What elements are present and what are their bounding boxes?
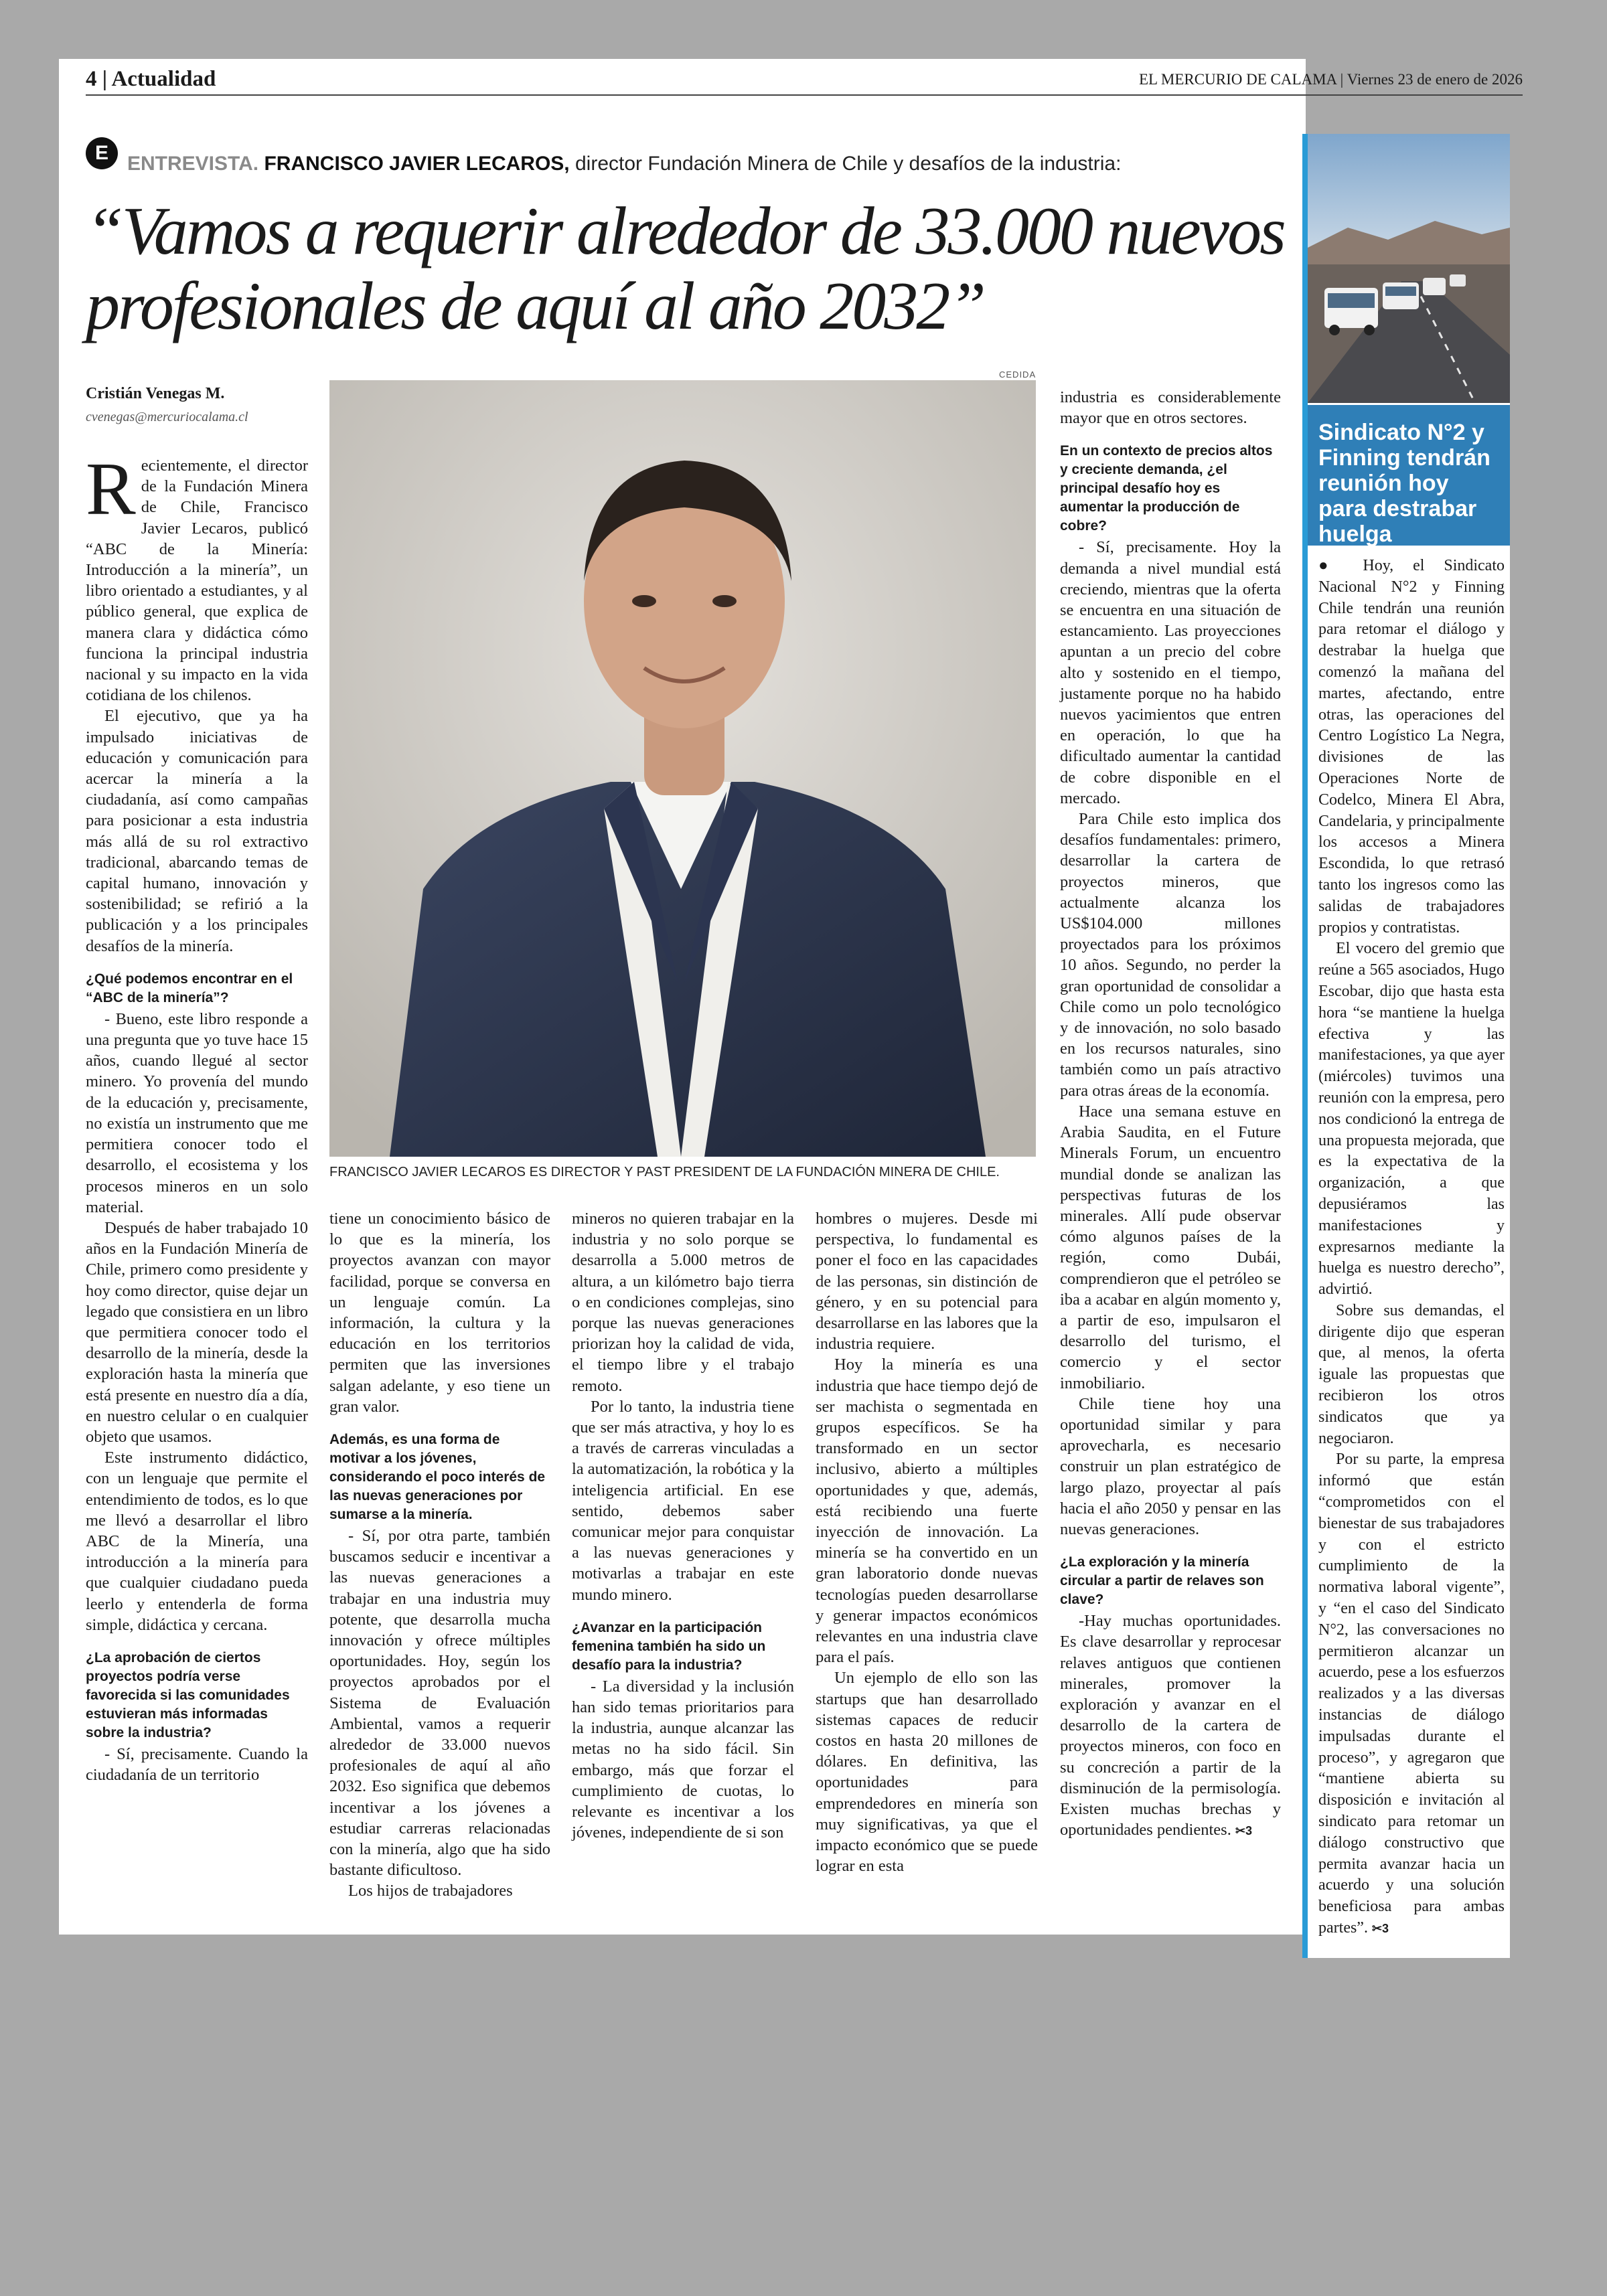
byline-email: cvenegas@mercuriocalama.cl [86,410,248,424]
interview-question: ¿Avanzar en la participación femenina también ha sido un desafío para la industria? [572,1619,766,1673]
paragraph [1060,1611,1281,1841]
paragraph: - La diversidad y la inclusión han sido temas prioritarios para la industria, aunque alcanzar las metas no ha sido fácil. Sin embargo, más que forzar el cumplimiento de cuotas, lo relevante es incentivar a los jóvenes, independiente de si son [572,1677,794,1842]
interview-question: ¿Qué podemos encontrar en el “ABC de la minería”? [86,971,293,1005]
page-header [86,67,1523,94]
kicker-name: FRANCISCO JAVIER LECAROS, [264,153,570,175]
paragraph: Después de haber trabajado 10 años en la Fundación Minería de Chile, primero como presidente y hoy como director, quise dejar un legado que consistiera en un libro que permitiera conocer todo el desarrollo de la minería, desde la exploración hasta la minería que está presente en nuestro día a día, en nuestro celular o en cualquier objeto que usamos. [86,1218,308,1446]
paragraph: - Sí, precisamente. Hoy la demanda a nivel mundial está creciendo, mientras que la oferta se encuentra en una situación de estancamiento. Las proyecciones apuntan a un precio del cobre alto y sostenido en el tiempo, justamente porque no ha habido nuevos yacimientos que entren en operación, lo que ha dificultado aumentar la cantidad de cobre disponible en el mercado. [1060,538,1281,807]
photo-credit: CEDIDA [999,370,1037,380]
paragraph: Este instrumento didáctico, con un lenguaje que permite el entendimiento de todos, es lo que me llevó a desarrollar el libro ABC de la Minería, una introducción a la minería para que cualquier ciudadano pueda leerlo y entenderla de forma simple, didáctica y cercana. [86,1449,308,1634]
bullet-icon: ● [1318,557,1344,574]
paragraph: - Sí, por otra parte, también buscamos seducir e incentivar a las nuevas generaciones a trabajar en una industria muy potente, que desarrolla mucha innovación y ofrece múltiples oportunidades. Hoy, según los proyectos aprobados por el Sistema de Evaluación Ambiental, vamos a requerir alrededor de 33.000 nuevos profesionales de aquí al año 2032. Eso significa que debemos incentivar a los jóvenes a estudiar carreras relacionadas con la minería, algo que ha sido bastante dificultoso. [329,1527,550,1880]
paragraph: Chile tiene hoy una oportunidad similar y para aprovecharla, es necesario construir un plan estratégico de largo plazo, proyectar al país hacia el año 2050 y pensar en las nuevas generaciones. [1060,1394,1281,1538]
paragraph: El vocero del gremio que reúne a 565 asociados, Hugo Escobar, dijo que hasta esta hora “se mantiene la huelga efectiva y las manifestaciones, ya que ayer (miércoles) tuvimos una reunión con la empresa, pero nos condicionó la entrega de una propuesta mejorada, que es la expectativa de la organización, a que depusiéramos las manifestaciones y expresarnos mediante la huelga es nuestro derecho”, advirtió. [1318,940,1505,1299]
issue-date: Viernes 23 de enero de 2026 [1347,71,1523,88]
interview-question: ¿La exploración y la minería circular a partir de relaves son clave? [1060,1554,1264,1608]
paragraph: tiene un conocimiento básico de lo que es la minería, los proyectos avanzan con mayor facilidad, porque se conversa en un lenguaje común. La información, la cultura y la educación en los territorios permiten que las inversiones salgan adelante, y eso tiene un gran valor. [329,1210,550,1416]
portrait-photo [329,380,1036,1157]
header-rule [86,94,1523,96]
kicker [127,153,1121,175]
newspaper-name: EL MERCURIO DE CALAMA [1138,71,1336,88]
paragraph: hombres o mujeres. Desde mi perspectiva, lo fundamental es poner el foco en las capacidades de las personas, sin distinción de género, y en su potencial para desarrollarse en las labores que la industria requiere. [816,1210,1038,1354]
paragraph: Para Chile esto implica dos desafíos fundamentales: primero, desarrollar la cartera de proyectos mineros, que actualmente alcanza los US$104.000 millones proyectados para los próximos 10 años. Segundo, no perder la gran oportunidad de consolidar a Chile como un polo tecnológico y de innovación, no solo basado en los recursos naturales, sino también como un país atractivo para otras áreas de la economía. [1060,810,1281,1100]
section-name: Actualidad [111,67,216,91]
sidebar-story [1302,134,1510,1958]
masthead: EL MERCURIO DE CALAMA | Viernes 23 de enero de 2026 [1138,71,1523,88]
paragraph-text: -Hay muchas oportunidades. Es clave desarrollar y reprocesar relaves antiguos que contienen minerales, promover la exploración y avanzar en el desarrollo de la cartera de proyectos mineros, con foco en su concreción a partir de la disminución de la permisología. Existen muchas brechas y oportunidades pendientes. [1060,1612,1281,1839]
paragraph [1318,1449,1505,1939]
paragraph: Sobre sus demandas, el dirigente dijo que esperan que, al menos, la oferta iguale las propuestas que recibieron los otros sindicatos que ya negociaron. [1318,1301,1505,1447]
interview-question: En un contexto de precios altos y creciente demanda, ¿el principal desafío hoy es aumentar la producción de cobre? [1060,443,1273,534]
headline: “Vamos a requerir alrededor de 33.000 nuevos profesionales de aquí al año 2032” [86,193,1284,344]
article-column-4 [816,1208,1038,1877]
paragraph: El ejecutivo, que ya ha impulsado iniciativas de educación y comunicación para acercar la minería a la ciudadanía, así como campañas para posicionar a esta industria más allá de su rol extractivo tradicional, abarcando temas de capital humano, innovación y sostenibilidad; se refirió a la publicación y a los principales desafíos de la minería. [86,707,308,955]
paragraph: Por lo tanto, la industria tiene que ser más atractiva, y hoy lo es a través de carreras vinculadas a la automatización, la robótica y la inteligencia artificial. En ese sentido, debemos saber comunicar mejor para conquistar a las nuevas generaciones y motivarlas a trabajar en este mundo minero. [572,1397,794,1604]
paragraph: industria es considerablemente mayor que en otros sectores. [1060,388,1281,428]
paragraph: Los hijos de trabajadores [348,1882,513,1900]
sidebar-headline: Sindicato N°2 y Finning tendrán reunión hoy para destrabar huelga [1308,405,1510,546]
article-column-5 [1060,387,1281,1841]
paragraph: - Sí, precisamente. Cuando la ciudadanía de un territorio [86,1744,308,1785]
interview-question: Además, es una forma de motivar a los jóvenes, considerando el poco interés de las nuevas generaciones por sumarse a la minería. [329,1432,546,1523]
lead-text: ecientemente, el director de la Fundación Minera de Chile, Francisco Javier Lecaros, publicó “ABC de la Minería: Introducción a la minería”, un libro orientado a estudiantes, y al público general, que explica de manera clara y didáctica cómo funciona la principal industria nacional y su impacto en la vida cotidiana de los chilenos. [86,457,308,705]
sidebar-photo [1308,134,1510,403]
article-column-1 [86,448,308,1785]
interview-question: ¿La aprobación de ciertos proyectos podría verse favorecida si las comunidades estuvieran más informadas sobre la industria? [86,1649,290,1740]
article-column-3 [572,1208,794,1843]
drop-cap: R [86,448,136,531]
article-column-2 [329,1208,550,1902]
photo-caption: FRANCISCO JAVIER LECAROS ES DIRECTOR Y PAST PRESIDENT DE LA FUNDACIÓN MINERA DE CHILE. [329,1165,1000,1179]
buses-on-road-illustration [1308,134,1510,403]
kicker-role: director Fundación Minera de Chile y desafíos de la industria: [575,153,1122,175]
section-label: 4 | Actualidad [86,67,216,91]
paragraph: - Bueno, este libro responde a una pregunta que yo tuve hace 15 años, cuando llegué al sector minero. Yo provenía del mundo de la educación y, precisamente, no existía un instrumento que me permitiera conocer todo el desarrollo, el ecosistema y los procesos mineros en un solo material. [86,1009,308,1216]
paragraph: Un ejemplo de ello son las startups que han desarrollado sistemas capaces de reducir costos en hasta 20 millones de dólares. En definitiva, las oportunidades para emprendedores en minería son muy significativas, ya que el impacto económico que se puede lograr en esta [816,1669,1038,1876]
kicker-label: ENTREVISTA. [127,153,259,175]
paragraph-text: Hoy, el Sindicato Nacional N°2 y Finning Chile tendrán una reunión para retomar el diálogo y destrabar la huelga que comenzó la mañana del martes, afectando, entre otras, las operaciones del Centro Logístico La Negra, divisiones de las Operaciones Norte de Codelco, Minera El Abra, Candelaria, y principalmente los accesos a Minera Escondida, lo que retrasó tanto los ingresos como las salidas de trabajadores propios y contratistas. [1318,557,1505,936]
end-mark: ✂3 [1235,1824,1253,1838]
lead-paragraph [86,448,308,706]
byline-author: Cristián Venegas M. [86,385,225,402]
interview-badge: E [86,137,118,169]
portrait-illustration [329,380,1036,1157]
paragraph-text: Por su parte, la empresa informó que están “comprometidos con el bienestar de sus trabajadores y con el estricto cumplimiento de la normativa laboral vigente”, y “en el caso del Sindicato N°2, las conversaciones no permitieron alcanzar un acuerdo, pese a los esfuerzos realizados y a las diversas instancias de diálogo impulsadas durante el proceso”, y agregaron que “mantiene abierta su disposición e invitación al sindicato para retomar un diálogo constructivo que permita avanzar hacia un acuerdo y una solución beneficiosa para ambas partes”. [1318,1451,1505,1937]
sidebar-body [1318,556,1505,1940]
paragraph: mineros no quieren trabajar en la industria y no solo porque se desarrolla a 5.000 metros de altura, a un kilómetro bajo tierra o en condiciones complejas, sino porque las nuevas generaciones priorizan hoy la calidad de vida, el tiempo libre y el trabajo remoto. [572,1210,794,1395]
paragraph: Hace una semana estuve en Arabia Saudita, en el Future Minerals Forum, un encuentro mundial donde se analizan las perspectivas futuras de los minerales. Allí pude observar cómo algunos países de la región, como Dubái, comprendieron que el petróleo se iba a acabar en algún momento y, a partir de eso, impulsaron el desarrollo del turismo, el comercio y el sector inmobiliario. [1060,1102,1281,1392]
end-mark: ✂3 [1371,1922,1389,1935]
page-number: 4 [86,67,97,91]
paragraph: Hoy la minería es una industria que hace tiempo dejó de ser machista o segmentada en grupos específicos. Se ha transformado en un sector inclusivo, abierto a múltiples oportunidades y que, además, está recibiendo una fuerte inyección de innovación. La minería se ha convertido en un gran laboratorio donde nuevas tecnologías pueden desarrollarse y generar impactos económicos relevantes en una industria clave para el país. [816,1356,1038,1667]
paragraph [1318,556,1505,938]
